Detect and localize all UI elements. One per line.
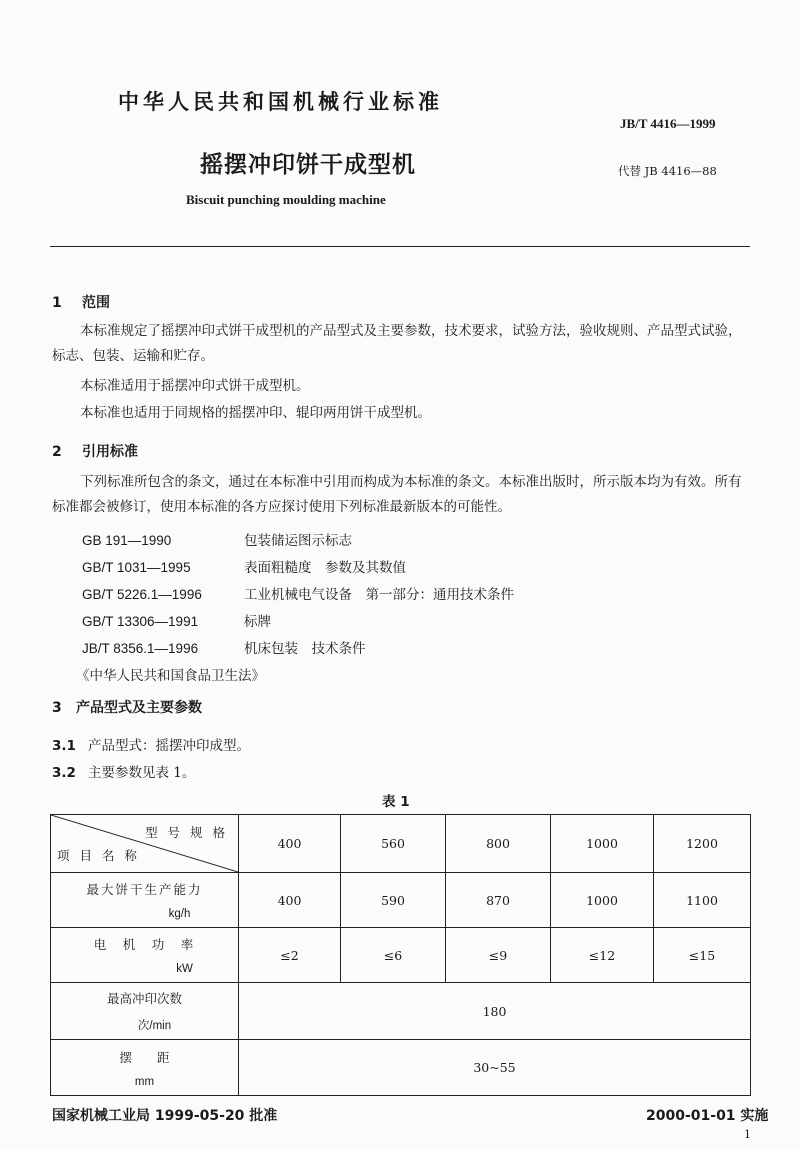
clause-text: 主要参数见表 1。 — [88, 765, 196, 781]
reference-title: 表面粗糙度 参数及其数值 — [244, 560, 406, 576]
table-cell: ≤12 — [551, 928, 654, 983]
row-unit: mm — [134, 1075, 155, 1088]
table-cell: 870 — [446, 873, 551, 928]
row-unit: kg/h — [168, 908, 191, 920]
table-row — [51, 983, 751, 1040]
reference-item — [82, 610, 271, 630]
table-caption: 表 1 — [382, 794, 410, 810]
reference-title: 工业机械电气设备 第一部分：通用技术条件 — [244, 587, 514, 603]
reference-code: GB/T 5226.1—1996 — [82, 587, 202, 602]
section-number: 2 — [52, 444, 62, 460]
model-header: 400 — [239, 815, 341, 873]
row-name: 最高冲印次数 — [106, 991, 182, 1006]
merged-cell: 30~55 — [239, 1040, 751, 1096]
table-header-row — [51, 815, 751, 873]
reference-item — [82, 583, 514, 603]
clause-number: 3.2 — [52, 765, 76, 781]
section-number: 1 — [52, 295, 62, 311]
corner-label-bottom: 项 目 名 称 — [57, 848, 140, 863]
table-cell: ≤15 — [654, 928, 751, 983]
paragraph: 本标准适用于摇摆冲印式饼干成型机。 — [80, 378, 310, 394]
paragraph: 本标准规定了摇摆冲印式饼干成型机的产品型式及主要参数，技术要求，试验方法，验收规则、产品型式试验，标志、包装、运输和贮存。 — [52, 323, 742, 364]
section-title: 引用标准 — [82, 444, 138, 460]
section-number: 3 — [52, 700, 62, 716]
reference-title: 机床包装 技术条件 — [244, 641, 366, 657]
section-3-heading — [52, 697, 202, 717]
corner-label-top: 型 号 规 格 — [145, 825, 228, 840]
merged-cell: 180 — [239, 983, 751, 1040]
clause-number: 3.1 — [52, 738, 76, 754]
model-header: 1200 — [654, 815, 751, 873]
document-title-en: Biscuit punching moulding machine — [186, 192, 386, 207]
row-label — [51, 983, 239, 1040]
reference-law: 《中华人民共和国食品卫生法》 — [76, 668, 265, 684]
section-1-heading — [52, 292, 110, 312]
reference-item — [82, 556, 406, 576]
reference-title: 包装储运图示标志 — [244, 533, 352, 549]
row-unit: 次/min — [137, 1020, 172, 1032]
table-cell: 590 — [341, 873, 446, 928]
approval-line: 国家机械工业局 1999-05-20 批准 — [52, 1108, 278, 1124]
org-heading: 中华人民共和国机械行业标准 — [118, 90, 443, 114]
reference-item — [82, 637, 366, 657]
table-cell: ≤2 — [239, 928, 341, 983]
document-title-cn: 摇摆冲印饼干成型机 — [200, 152, 416, 178]
table-row — [51, 1040, 751, 1096]
page-number: 1 — [744, 1128, 751, 1141]
reference-code: JB/T 8356.1—1996 — [82, 641, 199, 656]
row-label — [51, 928, 239, 983]
model-header: 560 — [341, 815, 446, 873]
clause-3-2 — [52, 761, 195, 781]
reference-item — [82, 529, 352, 549]
paragraph: 本标准也适用于同规格的摇摆冲印、辊印两用饼干成型机。 — [80, 405, 431, 421]
reference-title: 标牌 — [244, 614, 271, 630]
model-header: 800 — [446, 815, 551, 873]
section-title: 产品型式及主要参数 — [76, 700, 202, 716]
standard-number: JB/T 4416—1999 — [620, 116, 716, 131]
row-name: 摆 距 — [119, 1049, 170, 1065]
reference-code: GB 191—1990 — [82, 533, 172, 548]
effective-date: 2000-01-01 实施 — [646, 1108, 769, 1124]
table-cell: ≤6 — [341, 928, 446, 983]
reference-code: GB/T 1031—1995 — [82, 560, 191, 575]
row-label — [51, 1040, 239, 1096]
row-unit: kW — [176, 963, 193, 975]
section-2-heading — [52, 441, 138, 461]
reference-code: GB/T 13306—1991 — [82, 614, 199, 629]
table-corner-cell — [51, 815, 239, 873]
replaces-standard: 代替 JB 4416—88 — [618, 164, 717, 178]
header-divider — [50, 246, 750, 247]
table-row — [51, 928, 751, 983]
clause-text: 产品型式：摇摆冲印成型。 — [88, 738, 250, 754]
section-title: 范围 — [82, 295, 110, 311]
parameter-table — [50, 814, 751, 1096]
row-name: 电 机 功 率 — [93, 937, 196, 952]
row-label — [51, 873, 239, 928]
table-row — [51, 873, 751, 928]
table-cell: 1000 — [551, 873, 654, 928]
table-cell: 1100 — [654, 873, 751, 928]
paragraph: 下列标准所包含的条文，通过在本标准中引用而构成为本标准的条文。本标准出版时，所示版本均为有效。所有标准都会被修订，使用本标准的各方应探讨使用下列标准最新版本的可能性。 — [52, 474, 742, 515]
row-name: 最大饼干生产能力 — [86, 882, 203, 897]
table-cell: 400 — [239, 873, 341, 928]
clause-3-1 — [52, 734, 250, 754]
model-header: 1000 — [551, 815, 654, 873]
table-cell: ≤9 — [446, 928, 551, 983]
